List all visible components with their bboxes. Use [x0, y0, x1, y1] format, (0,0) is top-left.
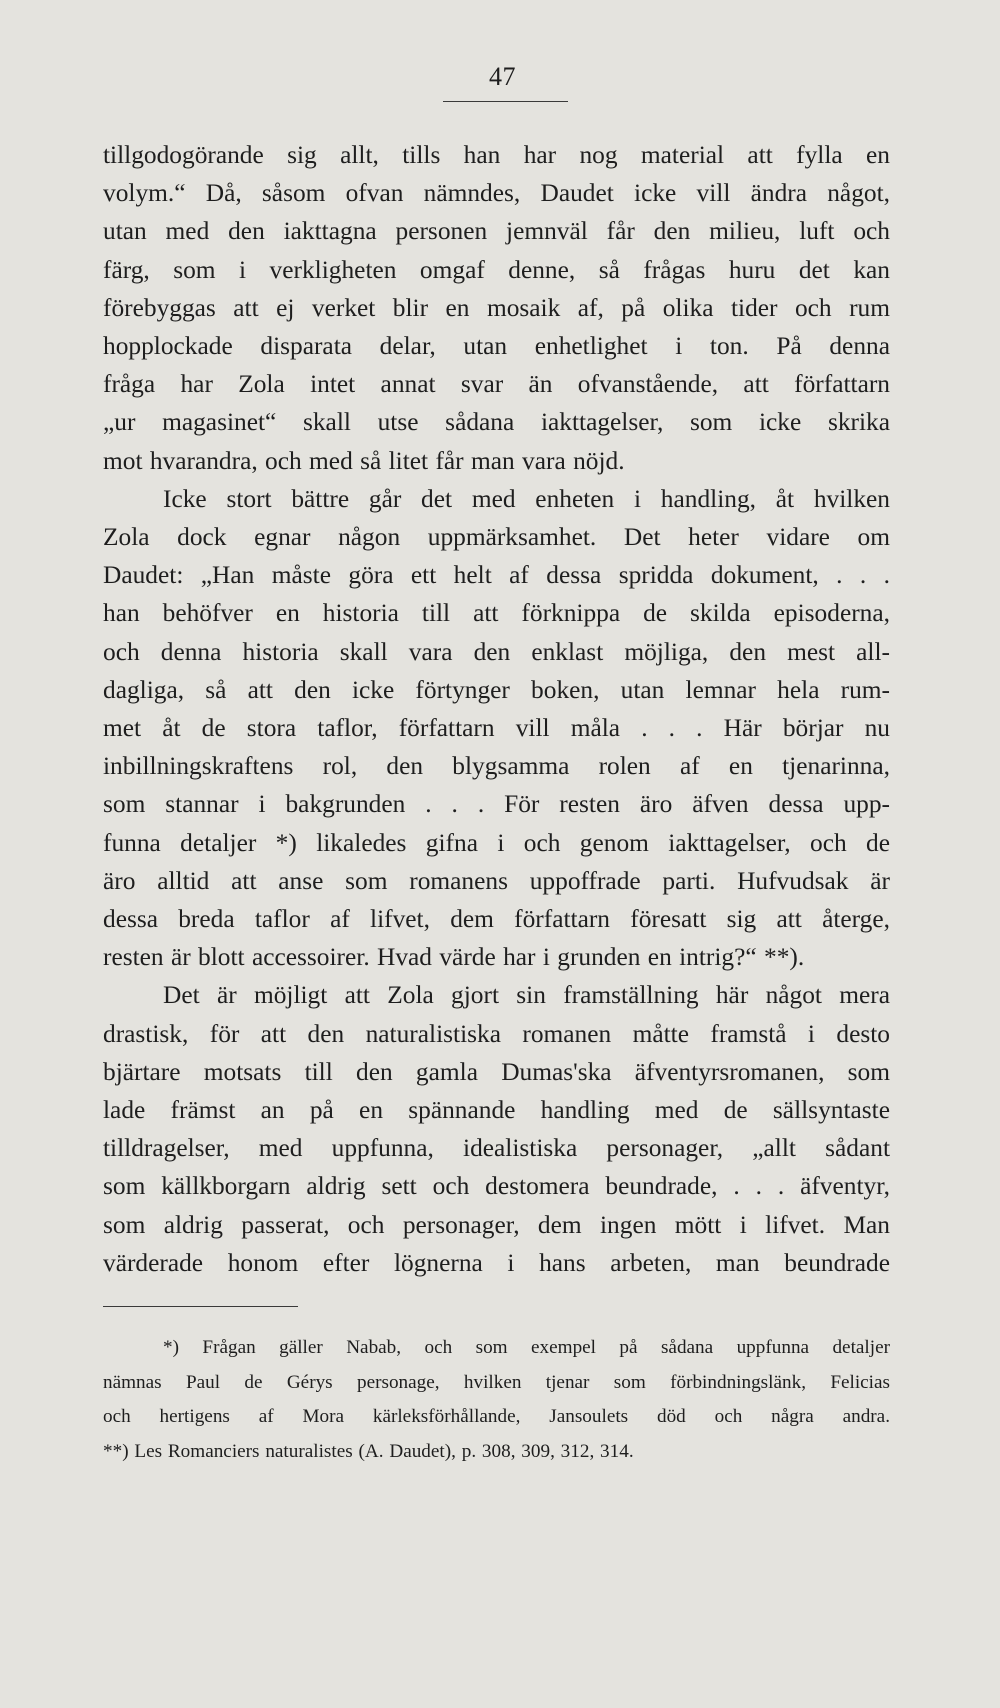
text-line: han behöfver en historia till att förknippa de skilda episoderna,: [103, 599, 890, 628]
text-line: värderade honom efter lögnerna i hans arbeten, man beundrade: [103, 1248, 890, 1277]
text-line: tilldragelser, med uppfunna, idealistiska personager, „allt sådant: [103, 1134, 890, 1163]
text-line: met åt de stora taflor, författarn vill måla . . . Här börjar nu: [103, 714, 890, 743]
text-line: resten är blott accessoirer. Hvad värde har i grunden en intrig?“ **).: [103, 943, 805, 972]
text-line: Det är möjligt att Zola gjort sin framställning här något mera: [163, 981, 890, 1010]
text-line: som aldrig passerat, och personager, dem ingen mött i lifvet. Man: [103, 1210, 890, 1239]
footnote-line: **) Les Romanciers naturalistes (A. Daudet), p. 308, 309, 312, 314.: [103, 1440, 634, 1462]
text-line: Zola dock egnar någon uppmärksamhet. Det heter vidare om: [103, 523, 890, 552]
page-number: 47: [489, 62, 516, 91]
text-line: och denna historia skall vara den enklast möjliga, den mest all-: [103, 637, 890, 666]
text-line: dessa breda taflor af lifvet, dem författarn föresatt sig att återge,: [103, 905, 890, 934]
footnote-line: nämnas Paul de Gérys personage, hvilken tjenar som förbindningslänk, Felicias: [103, 1371, 890, 1393]
text-line: funna detaljer *) likaledes gifna i och genom iakttagelser, och de: [103, 828, 890, 857]
text-line: äro alltid att anse som romanens uppoffrade parti. Hufvudsak är: [103, 866, 890, 895]
text-line: fråga har Zola intet annat svar än ofvanstående, att författarn: [103, 370, 890, 399]
text-line: Icke stort bättre går det med enheten i handling, åt hvilken: [163, 484, 890, 513]
footnote-line: och hertigens af Mora kärleksförhållande, Jansoulets död och några andra.: [103, 1406, 890, 1427]
text-line: drastisk, för att den naturalistiska romanen måtte framstå i desto: [103, 1019, 890, 1048]
text-line: mot hvarandra, och med så litet får man vara nöjd.: [103, 446, 625, 475]
header-rule: [443, 101, 568, 102]
text-line: volym.“ Då, såsom ofvan nämndes, Daudet icke vill ändra något,: [103, 179, 890, 208]
text-line: bjärtare motsats till den gamla Dumas'ska äfventyrsromanen, som: [103, 1057, 890, 1086]
text-line: som stannar i bakgrunden . . . För resten äro äfven dessa upp-: [103, 790, 890, 819]
footnote-separator: [103, 1306, 298, 1307]
text-line: förebyggas att ej verket blir en mosaik af, på olika tider och rum: [103, 293, 890, 322]
text-line: som källkborgarn aldrig sett och destomera beundrade, . . . äfventyr,: [103, 1172, 890, 1201]
footnotes: [103, 1331, 890, 1469]
footnote-line: *) Frågan gäller Nabab, och som exempel på sådana uppfunna detaljer: [163, 1337, 890, 1358]
text-line: dagliga, så att den icke förtynger boken, utan lemnar hela rum-: [103, 675, 890, 704]
text-line: utan med den iakttagna personen jemnväl får den milieu, luft och: [103, 217, 890, 246]
text-line: „ur magasinet“ skall utse sådana iakttagelser, som icke skrika: [103, 408, 890, 437]
text-line: inbillningskraftens rol, den blygsamma rolen af en tjenarinna,: [103, 752, 890, 781]
text-line: hopplockade disparata delar, utan enhetlighet i ton. På denna: [103, 332, 890, 361]
text-line: tillgodogörande sig allt, tills han har nog material att fylla en: [103, 141, 890, 169]
text-line: färg, som i verkligheten omgaf denne, så frågas huru det kan: [103, 255, 890, 284]
text-line: lade främst an på en spännande handling med de sällsyntaste: [103, 1096, 890, 1125]
main-text: [103, 136, 890, 1282]
text-line: Daudet: „Han måste göra ett helt af dessa spridda dokument, . . .: [103, 561, 890, 590]
